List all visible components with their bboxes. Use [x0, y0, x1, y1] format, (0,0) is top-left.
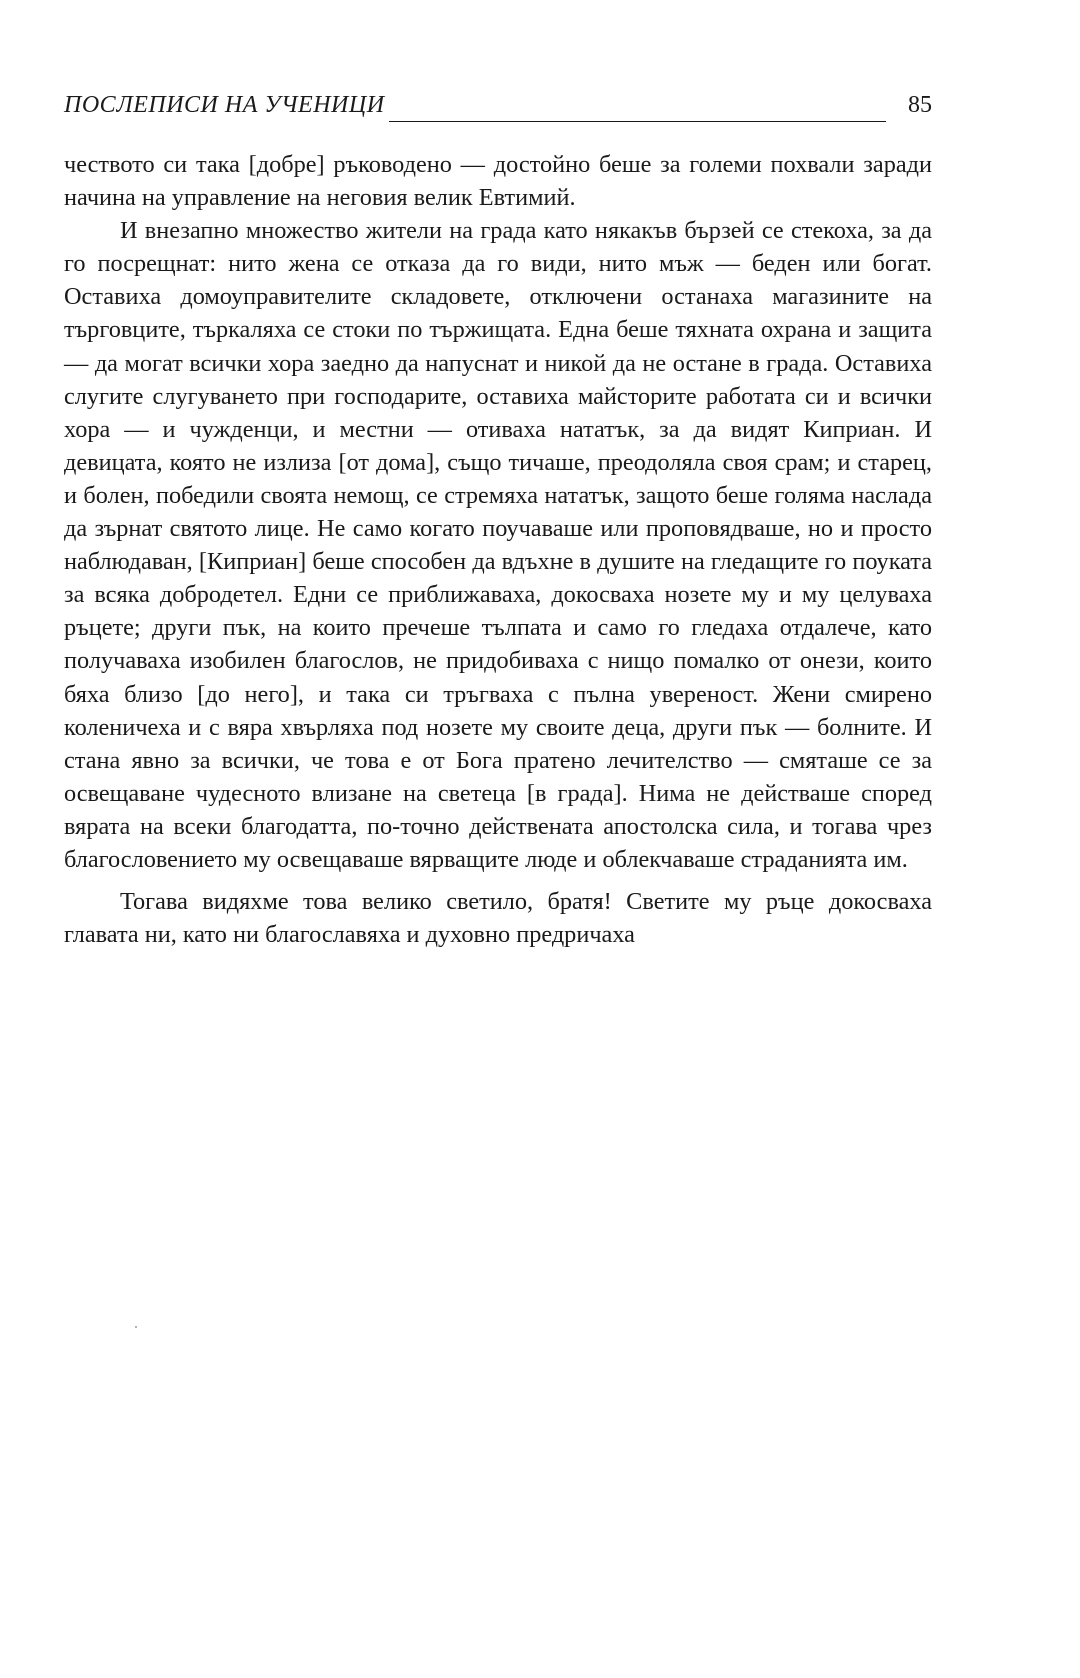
- body-text: [64, 148, 932, 951]
- scan-speck: [135, 1326, 137, 1328]
- header-rule: [389, 121, 886, 122]
- paragraph-continued: чеството си така [добре] ръководено — достойно беше за големи похвали заради начина на управление на неговия велик Евтимий.: [64, 151, 932, 212]
- page-number: 85: [908, 92, 932, 118]
- paragraph: Тогава видяхме това велико светило, братя! Светите му ръце докосваха главата ни, като ни благославяха и духовно предричаха: [64, 888, 932, 949]
- paragraph: И внезапно множество жители на града като някакъв бързей се стекоха, за да го посрещнат: нито жена се отказа да го види, нито мъж — беден или богат. Оставиха домоуправителите складовете, отключени останаха магазините на търговците, търкаляха се стоки по тържищата. Една беше тяхната охрана и защита — да могат всички хора заедно да напуснат и никой да не остане в града. Оставиха слугите слугуването при господарите, оставиха майсторите работата си и всички хора — и чужденци, и местни — отиваха нататък, за да видят Киприан. И девицата, която не излиза [от дома], също тичаше, преодоляла своя срам; и старец, и болен, победили своята немощ, се стремяха нататък, защото беше голяма наслада да зърнат святото лице. Не само когато поучаваше или проповядваше, но и просто наблюдаван, [Киприан] беше способен да вдъхне в душите на гледащите го поуката за всяка добродетел. Едни се приближаваха, докосваха нозете му и му целуваха ръцете; други пък, на които пречеше тълпата и само го гледаха отдалече, като получаваха изобилен благослов, не придобиваха с нищо помалко от онези, които бяха близо [до него], и така си тръгваха с пълна увереност. Жени смирено коленичеха и с вяра хвърляха под нозете му своите деца, други пък — болните. И стана явно за всички, че това е от Бога пратено лечителство — смяташе се за освещаване чудесното влизане на светеца [в града]. Нима не действаше според вярата на всеки благодатта, по-точно действената апостолска сила, и тогава чрез благословението му освещаваше вярващите люде и облекчаваше страданията им.: [64, 217, 932, 873]
- running-header: [64, 92, 932, 132]
- running-title: ПОСЛЕПИСИ НА УЧЕНИЦИ: [64, 92, 385, 118]
